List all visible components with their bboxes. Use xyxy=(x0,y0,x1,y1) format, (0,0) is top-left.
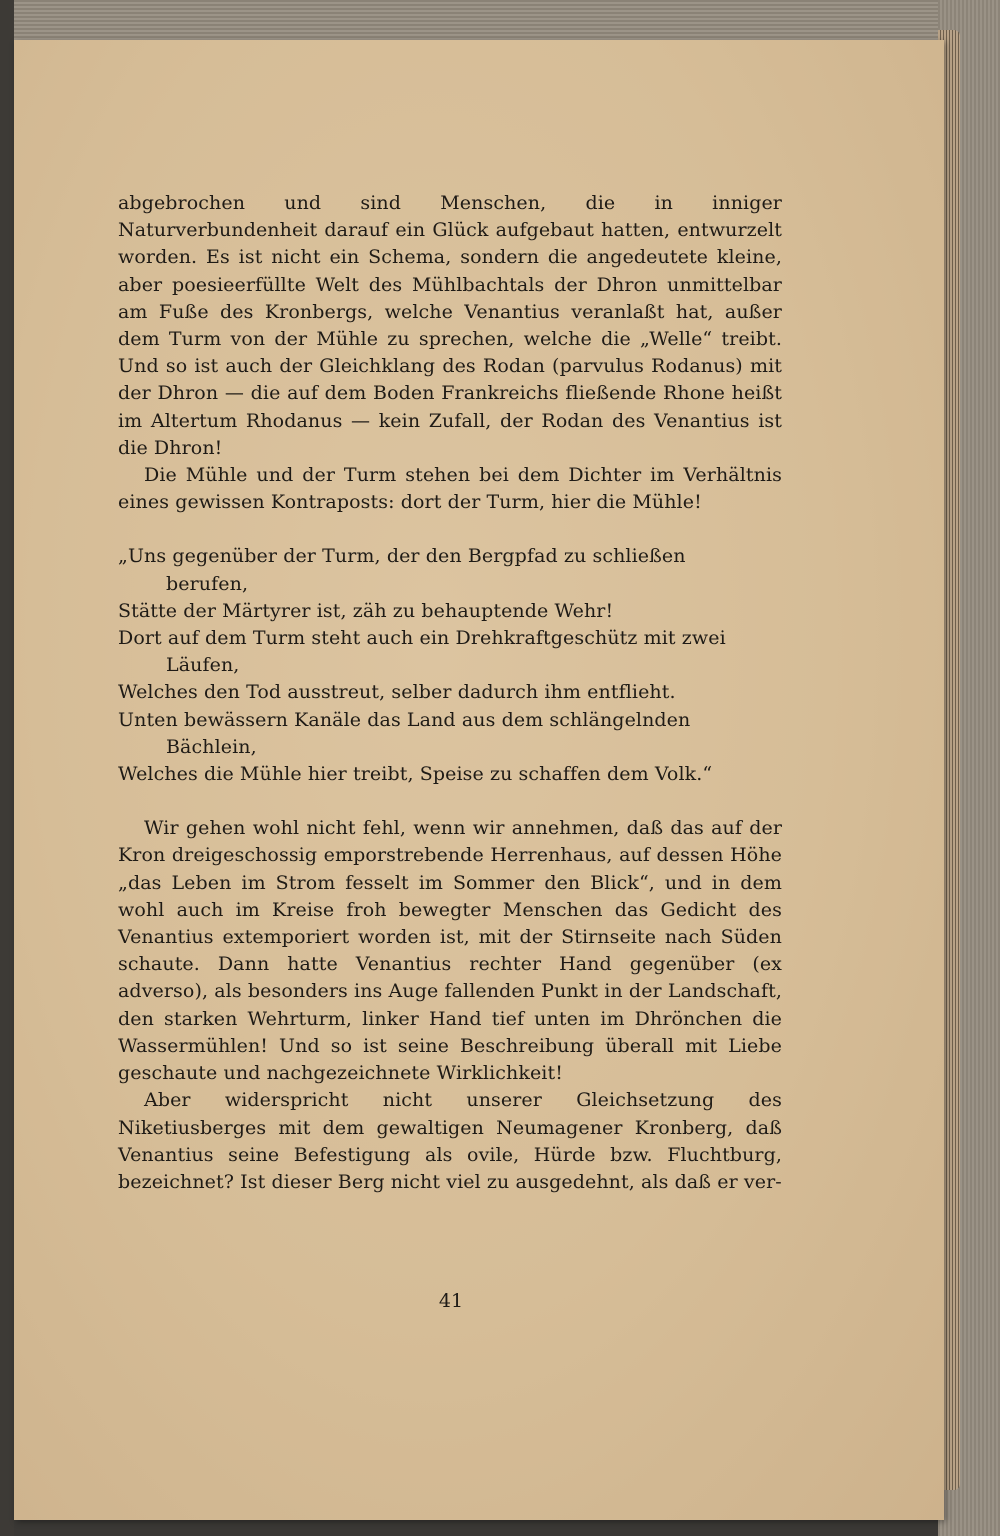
verse-line: Stätte der Märtyrer ist, zäh zu behauptende Wehr! xyxy=(118,599,614,622)
paragraph-2: Die Mühle und der Turm stehen bei dem Dichter im Verhältnis eines gewissen Kontraposts: dort der Turm, hier die Mühle! xyxy=(118,464,782,514)
verse-line-continuation: Bächlein, xyxy=(166,735,257,758)
verse-line: Welches die Mühle hier treibt, Speise zu schaffen dem Volk.“ xyxy=(118,763,713,786)
paragraph-4: Aber widerspricht nicht unserer Gleichsetzung des Niketiusberges mit dem gewaltigen Neumagener Kronberg, daß Venantius seine Befestigung als ovile, Hürde bzw. Fluchtburg, bezeichnet? Ist dieser Berg nicht viel zu ausgedehnt, als daß er ver- xyxy=(118,1089,782,1193)
verse-line-continuation: Läufen, xyxy=(166,654,240,677)
verse-line: Welches den Tod ausstreut, selber dadurch ihm entflieht. xyxy=(118,681,676,704)
verse-quotation xyxy=(118,543,782,788)
spacer xyxy=(118,516,782,543)
text-block xyxy=(118,190,782,1196)
verse-line: „Uns gegenüber der Turm, der den Bergpfad zu schließen xyxy=(118,545,686,568)
verse-line: Dort auf dem Turm steht auch ein Drehkraftgeschütz mit zwei xyxy=(118,627,726,650)
spacer xyxy=(118,788,782,815)
page-number: 41 xyxy=(438,1290,464,1312)
paragraph-1: abgebrochen und sind Menschen, die in inniger Naturverbundenheit darauf ein Glück aufgebaut hatten, entwurzelt worden. Es ist nicht ein Schema, sondern die angedeutete kleine, aber poesieerfüllte Welt des Mühlbachtals der Dhron unmittelbar am Fuße des Kronbergs, welche Venantius veranlaßt hat, außer dem Turm von der Mühle zu sprechen, welche die „Welle“ treibt. Und so ist auch der Gleichklang des Rodan (parvulus Rodanus) mit der Dhron — die auf dem Boden Frankreichs fließende Rhone heißt im Altertum Rhodanus — kein Zufall, der Rodan des Venantius ist die Dhron! xyxy=(118,192,782,459)
verse-line: Unten bewässern Kanäle das Land aus dem schlängelnden xyxy=(118,708,691,731)
paragraph-3: Wir gehen wohl nicht fehl, wenn wir annehmen, daß das auf der Kron dreigeschossig emporstrebende Herrenhaus, auf dessen Höhe „das Leben im Strom fesselt im Sommer den Blick“, und in dem wohl auch im Kreise froh bewegter Menschen das Gedicht des Venantius extemporiert worden ist, mit der Stirnseite nach Süden schaute. Dann hatte Venantius rechter Hand gegenüber (ex adverso), als besonders ins Auge fallenden Punkt in der Landschaft, den starken Wehrturm, linker Hand tief unten im Dhrönchen die Wassermühlen! Und so ist seine Beschreibung überall mit Liebe geschaute und nachgezeichnete Wirklichkeit! xyxy=(118,817,782,1085)
verse-line-continuation: berufen, xyxy=(166,572,249,595)
page xyxy=(14,40,944,1520)
